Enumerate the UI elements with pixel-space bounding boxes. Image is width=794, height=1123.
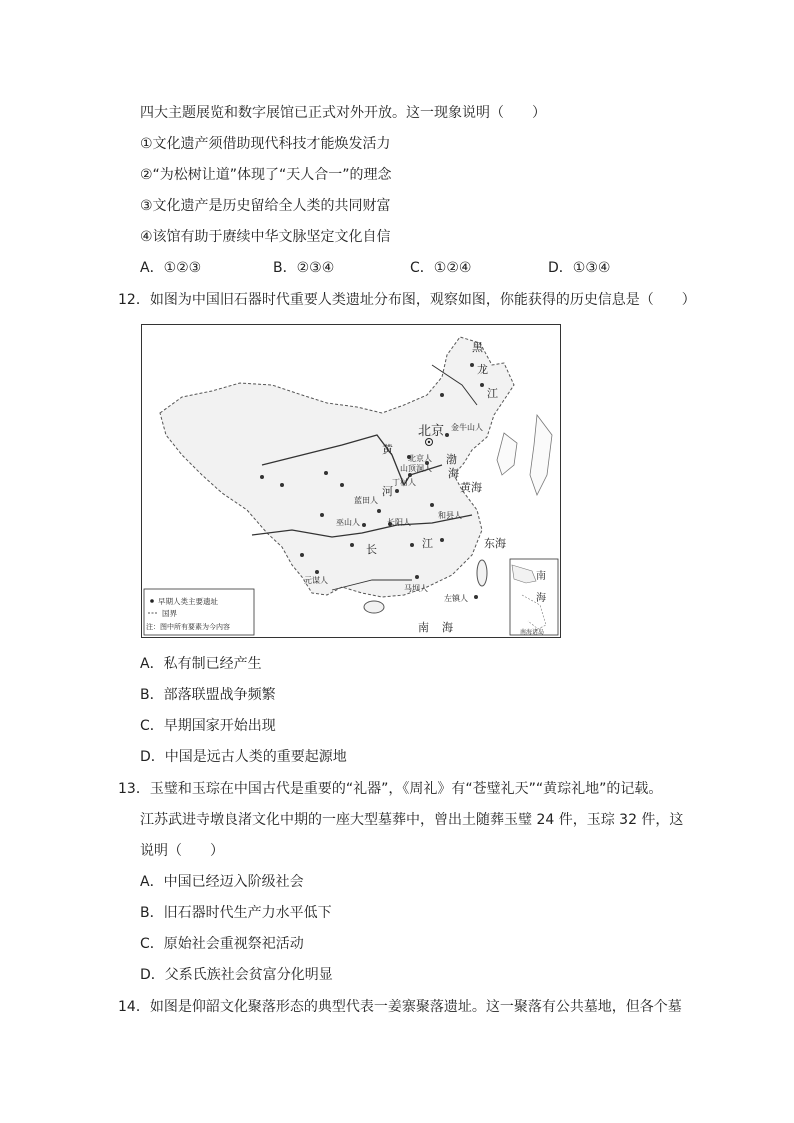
q11-stem: 四大主题展览和数字展馆已正式对外开放。这一现象说明（ ）	[140, 105, 546, 121]
legend-note: 注：图中所有要素为今内容	[146, 623, 230, 631]
label-he: 河	[382, 485, 393, 498]
label-yuanmou: 元谋人	[304, 576, 328, 585]
q14-stem: 14．如图是仰韶文化聚落形态的典型代表一姜寨聚落遗址。这一聚落有公共墓地，但各个墓	[118, 999, 682, 1015]
legend-border: 国界	[162, 609, 177, 618]
q11-item-1: ①文化遗产须借助现代科技才能焕发活力	[140, 136, 391, 152]
south-sea-inset	[510, 559, 558, 636]
q13-stem-line-3: 说明（ ）	[140, 843, 224, 859]
paleolithic-sites-map	[141, 324, 561, 638]
china-outline	[160, 337, 514, 597]
label-changyang: 长阳人	[387, 518, 411, 527]
q11-option-b[interactable]: B．②③④	[273, 260, 335, 276]
q11-item-3: ③文化遗产是历史留给全人类的共同财富	[140, 198, 391, 214]
label-shandingdong: 山顶洞人	[400, 464, 432, 473]
q11-option-a[interactable]: A．①②③	[140, 260, 202, 276]
legend-site: 早期人类主要遗址	[158, 597, 218, 606]
label-long: 龙	[477, 363, 488, 376]
inset-note: 南海诸岛	[520, 629, 545, 636]
q12-option-b[interactable]: B．部落联盟战争频繁	[140, 687, 276, 703]
q12-option-d[interactable]: D．中国是远古人类的重要起源地	[140, 749, 347, 765]
label-jinniushan: 金牛山人	[451, 423, 483, 432]
inset-hai: 海	[536, 593, 546, 604]
map-legend	[144, 589, 254, 635]
q13-option-a[interactable]: A．中国已经迈入阶级社会	[140, 874, 304, 890]
label-hexian: 和县人	[438, 511, 462, 520]
q11-item-4: ④该馆有助于赓续中华文脉坚定文化自信	[140, 229, 391, 245]
label-huanghai: 黄海	[460, 481, 482, 494]
label-jiang-s: 江	[422, 537, 433, 550]
q12-option-c[interactable]: C．早期国家开始出现	[140, 718, 276, 734]
label-nanhai-2: 海	[442, 621, 453, 634]
q13-option-c[interactable]: C．原始社会重视祭祀活动	[140, 936, 304, 952]
label-zuozhen: 左镇人	[444, 594, 468, 603]
label-beijingren: 北京人	[408, 454, 432, 463]
q12-stem: 12．如图为中国旧石器时代重要人类遗址分布图，观察如图，你能获得的历史信息是（ ）	[118, 292, 696, 308]
label-chang: 长	[366, 543, 377, 556]
label-jiang-n: 江	[487, 387, 498, 400]
label-huang: 黄	[382, 443, 393, 456]
label-beijing: 北京	[418, 424, 445, 439]
label-dingcun: 丁村人	[392, 478, 416, 487]
q11-option-d[interactable]: D．①③④	[548, 260, 611, 276]
label-wushan: 巫山人	[336, 518, 360, 527]
q13-stem-line-2: 江苏武进寺墩良渚文化中期的一座大型墓葬中，曾出土随葬玉璧 24 件，玉琮 32 件，这	[140, 812, 684, 828]
q11-item-2: ②“为松树让道”体现了“天人合一”的理念	[140, 167, 392, 183]
q13-option-b[interactable]: B．旧石器时代生产力水平低下	[140, 905, 332, 921]
label-hai-bo: 海	[448, 467, 459, 480]
inset-nan: 南	[536, 571, 546, 582]
q11-option-c[interactable]: C．①②④	[410, 260, 472, 276]
label-lantian: 蓝田人	[354, 496, 378, 505]
q12-option-a[interactable]: A．私有制已经产生	[140, 656, 262, 672]
label-donghai: 东海	[484, 537, 506, 550]
q13-stem-line-1: 13．玉璧和玉琮在中国古代是重要的“礼器”，《周礼》有“苍璧礼天”“黄琮礼地”的记载。	[118, 781, 663, 797]
label-maba: 马坝人	[404, 584, 428, 593]
label-nanhai-1: 南	[418, 621, 429, 634]
q13-option-d[interactable]: D．父系氏族社会贫富分化明显	[140, 967, 333, 983]
label-hei: 黑	[472, 341, 483, 354]
label-bo: 渤	[446, 453, 457, 466]
